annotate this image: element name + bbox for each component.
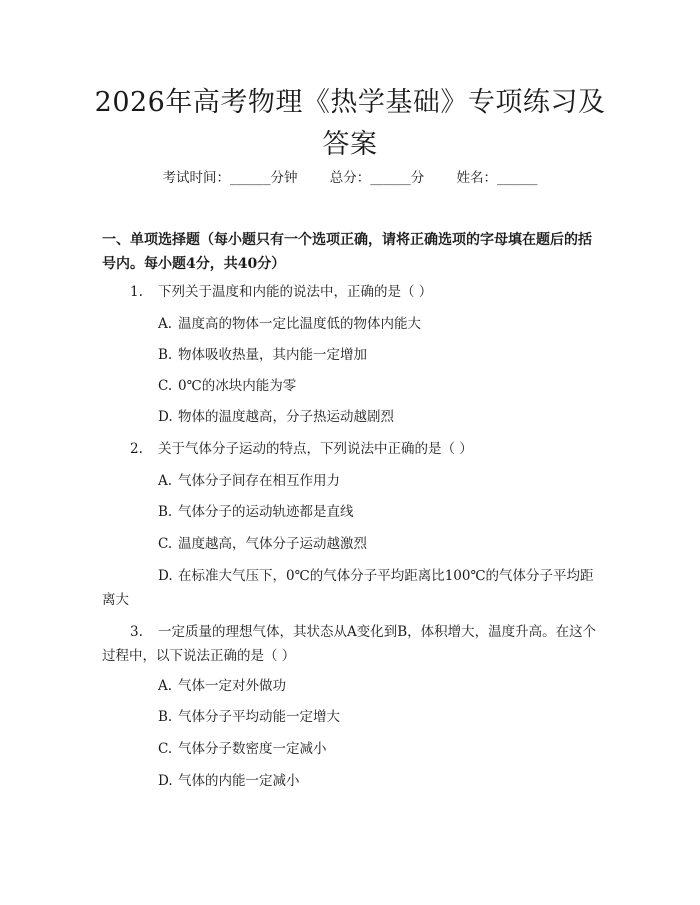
option-letter: A. — [158, 473, 173, 489]
student-name-field: 姓名：______ — [456, 170, 538, 186]
question-1 — [102, 280, 602, 304]
option-letter: A. — [158, 316, 173, 332]
option-letter: B. — [158, 347, 173, 363]
option-text: 温度越高，气体分子运动越激烈 — [178, 536, 367, 552]
option-letter: A. — [158, 678, 173, 694]
question-1-option-a — [102, 312, 602, 336]
option-letter: C. — [158, 741, 173, 757]
option-text: 在标准大气压下，0℃的气体分子平均距离比100℃的气体分子平均距离大 — [102, 568, 594, 608]
exam-time-field: 考试时间：______分钟 — [162, 170, 298, 186]
option-letter: B. — [158, 504, 173, 520]
exam-meta — [0, 168, 700, 188]
option-text: 物体的温度越高，分子热运动越剧烈 — [178, 409, 394, 425]
option-text: 0℃的冰块内能为零 — [178, 378, 297, 394]
question-3-option-d — [102, 769, 602, 793]
question-1-option-b — [102, 343, 602, 367]
question-3-option-b — [102, 705, 602, 729]
option-text: 气体分子平均动能一定增大 — [178, 709, 340, 725]
option-letter: D. — [158, 568, 173, 584]
question-stem: 一定质量的理想气体，其状态从A变化到B，体积增大，温度升高。在这个过程中，以下说法正确的是（ ） — [102, 624, 597, 664]
question-2-option-a — [102, 469, 602, 493]
option-letter: D. — [158, 773, 173, 789]
option-text: 气体的内能一定减小 — [178, 773, 300, 789]
option-text: 物体吸收热量，其内能一定增加 — [178, 347, 367, 363]
option-letter: C. — [158, 378, 173, 394]
question-3-option-c — [102, 737, 602, 761]
question-number: 2. — [130, 441, 143, 457]
option-text: 温度高的物体一定比温度低的物体内能大 — [178, 316, 421, 332]
question-stem: 下列关于温度和内能的说法中，正确的是（ ） — [158, 284, 433, 300]
total-score-field: 总分：______分 — [329, 170, 425, 186]
option-letter: B. — [158, 709, 173, 725]
question-number: 3. — [130, 624, 143, 640]
page-title: 2026年高考物理《热学基础》专项练习及答案 — [94, 87, 606, 160]
question-3-option-a — [102, 674, 602, 698]
question-number: 1. — [130, 284, 143, 300]
question-2-option-d — [102, 564, 602, 612]
question-1-option-c — [102, 374, 602, 398]
question-2-option-b — [102, 500, 602, 524]
question-2 — [102, 437, 602, 461]
question-2-option-c — [102, 532, 602, 556]
option-text: 气体分子数密度一定减小 — [178, 741, 327, 757]
section-heading: 一、单项选择题（每小题只有一个选项正确，请将正确选项的字母填在题后的括号内。每小题4分，共40分） — [102, 232, 592, 272]
question-3 — [102, 620, 602, 668]
question-stem: 关于气体分子运动的特点，下列说法中正确的是（ ） — [158, 441, 473, 457]
option-text: 气体分子间存在相互作用力 — [178, 473, 340, 489]
option-text: 气体分子的运动轨迹都是直线 — [178, 504, 354, 520]
option-letter: D. — [158, 409, 173, 425]
option-text: 气体一定对外做功 — [178, 678, 286, 694]
question-1-option-d — [102, 405, 602, 429]
option-letter: C. — [158, 536, 173, 552]
